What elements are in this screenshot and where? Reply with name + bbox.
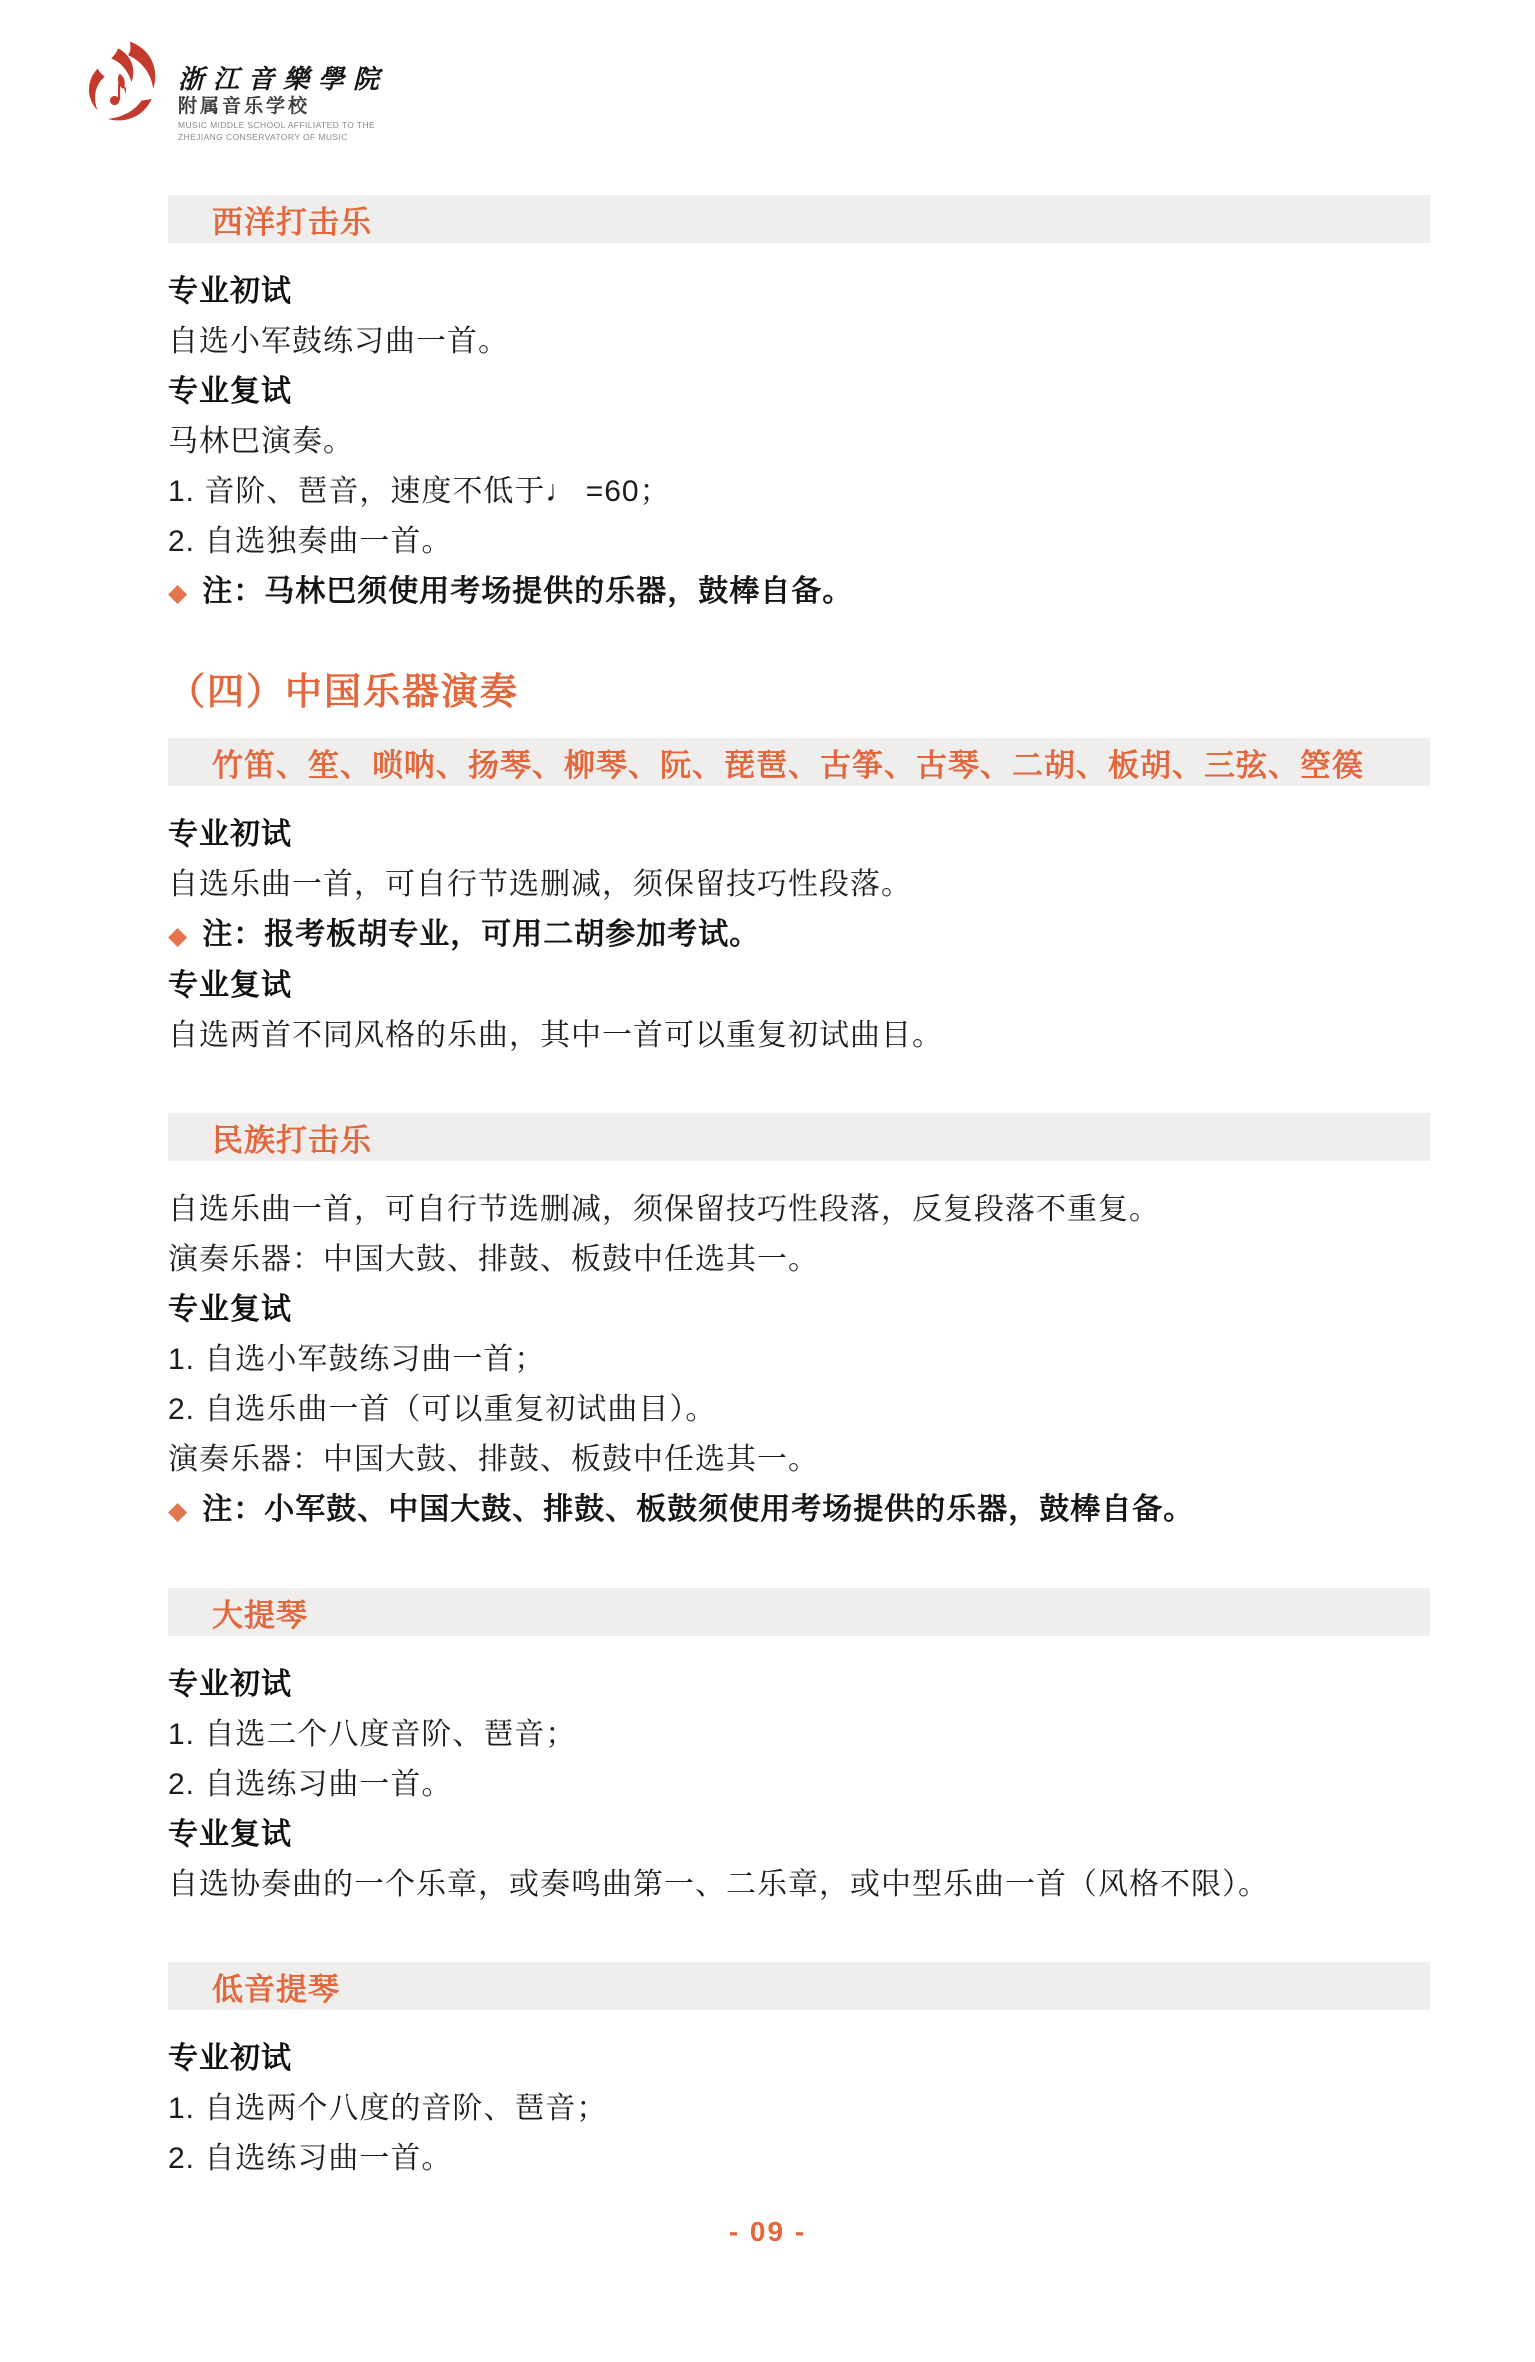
round-subhead: 专业复试 — [168, 1293, 292, 1326]
section-title: 民族打击乐 — [212, 1122, 372, 1158]
section-title: 西洋打击乐 — [212, 204, 372, 240]
logo-en-line2: ZHEJIANG CONSERVATORY OF MUSIC — [178, 131, 348, 142]
requirement-line: 2. 自选乐曲一首（可以重复初试曲目）。 — [168, 1393, 717, 1426]
note-diamond-icon: ◆ — [168, 922, 189, 950]
requirement-line: 马林巴演奏。 — [168, 425, 354, 458]
round-subhead: 专业初试 — [168, 2042, 292, 2075]
note-line — [168, 1485, 1430, 1536]
requirement-line: 2. 自选独奏曲一首。 — [168, 525, 453, 558]
requirement-line: 自选乐曲一首，可自行节选删减，须保留技巧性段落。 — [168, 868, 912, 901]
section-title-bar — [168, 195, 1430, 243]
exam-section — [168, 1113, 1430, 1536]
exam-section — [168, 195, 1430, 618]
section-title-bar — [168, 738, 1430, 786]
requirement-line: 自选两首不同风格的乐曲，其中一首可以重复初试曲目。 — [168, 1019, 943, 1052]
requirement-line: 2. 自选练习曲一首。 — [168, 2142, 453, 2175]
round-subhead: 专业初试 — [168, 1668, 292, 1701]
round-subhead: 专业复试 — [168, 1818, 292, 1851]
logo-en-line1: MUSIC MIDDLE SCHOOL AFFILIATED TO THE — [178, 120, 376, 131]
section-title-bar — [168, 1588, 1430, 1636]
note-text: 注：小军鼓、中国大鼓、排鼓、板鼓须使用考场提供的乐器，鼓棒自备。 — [202, 1493, 1195, 1526]
note-diamond-icon: ◆ — [168, 579, 189, 607]
section-title: 大提琴 — [212, 1597, 308, 1633]
logo-conservatory-name-zh: 浙江音樂學院 — [178, 65, 389, 95]
group-heading: （四）中国乐器演奏 — [168, 671, 519, 712]
exam-section — [168, 1588, 1430, 1910]
note-text: 注：马林巴须使用考场提供的乐器，鼓棒自备。 — [202, 575, 854, 608]
requirement-line: 自选小军鼓练习曲一首。 — [168, 325, 509, 358]
requirement-line: 1. 自选二个八度音阶、琶音； — [168, 1718, 577, 1751]
round-subhead: 专业复试 — [168, 969, 292, 1002]
logo-text — [178, 40, 388, 143]
requirement-line: 演奏乐器：中国大鼓、排鼓、板鼓中任选其一。 — [168, 1243, 819, 1276]
round-subhead: 专业复试 — [168, 375, 292, 408]
exam-section — [168, 670, 1430, 1061]
round-subhead: 专业初试 — [168, 275, 292, 308]
requirement-line: 自选乐曲一首，可自行节选删减，须保留技巧性段落，反复段落不重复。 — [168, 1193, 1160, 1226]
section-title-bar — [168, 1962, 1430, 2010]
phoenix-logo-icon — [80, 40, 166, 124]
section-title-bar — [168, 1113, 1430, 1161]
school-logo — [80, 40, 388, 143]
requirement-line: 1. 自选两个八度的音阶、琶音； — [168, 2092, 608, 2125]
note-diamond-icon: ◆ — [168, 1497, 189, 1525]
page-number: - 09 - — [728, 2216, 807, 2247]
logo-school-name-en — [178, 120, 388, 142]
logo-school-name-zh: 附属音乐学校 — [178, 95, 311, 117]
exam-section — [168, 1962, 1430, 2184]
note-text: 注：报考板胡专业，可用二胡参加考试。 — [202, 918, 761, 951]
sections — [168, 195, 1430, 2236]
requirement-line: 演奏乐器：中国大鼓、排鼓、板鼓中任选其一。 — [168, 1443, 819, 1476]
note-line — [168, 910, 1430, 961]
requirement-line: 1. 音阶、琶音，速度不低于♩ =60； — [168, 475, 671, 508]
round-subhead: 专业初试 — [168, 818, 292, 851]
requirement-line: 1. 自选小军鼓练习曲一首； — [168, 1343, 546, 1376]
note-line — [168, 567, 1430, 618]
section-title: 低音提琴 — [212, 1971, 340, 2007]
section-title: 竹笛、笙、唢呐、扬琴、柳琴、阮、琵琶、古筝、古琴、二胡、板胡、三弦、箜篌 — [212, 747, 1364, 783]
requirement-line: 自选协奏曲的一个乐章，或奏鸣曲第一、二乐章，或中型乐曲一首（风格不限）。 — [168, 1868, 1269, 1901]
requirement-line: 2. 自选练习曲一首。 — [168, 1768, 453, 1801]
